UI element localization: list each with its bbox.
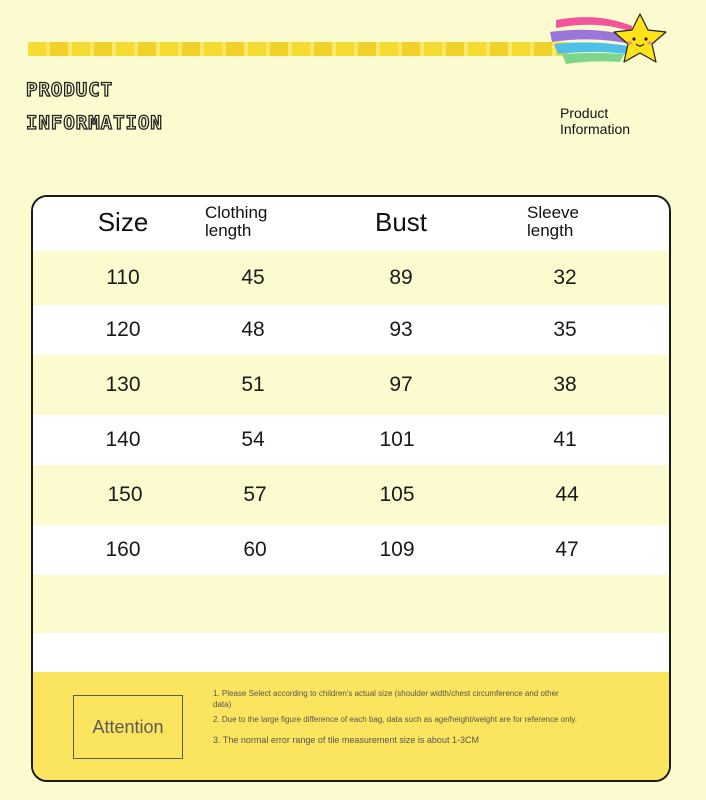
cell-bust: 101 <box>379 428 415 451</box>
cell-clothing-length: 60 <box>243 538 267 561</box>
cell-sleeve-length: 41 <box>553 428 577 451</box>
table-row <box>33 525 669 575</box>
cell-sleeve-length: 44 <box>555 483 579 506</box>
title-line-1: PRODUCT <box>26 79 114 101</box>
table-row <box>33 465 669 525</box>
cell-clothing-length: 51 <box>241 373 265 396</box>
cell-size: 110 <box>106 266 140 289</box>
shooting-star-icon <box>548 8 678 78</box>
cell-sleeve-length: 32 <box>553 266 577 289</box>
cell-bust: 105 <box>379 483 415 506</box>
product-information-title <box>26 74 163 140</box>
cell-bust: 97 <box>389 373 413 396</box>
attention-section <box>33 672 669 780</box>
cell-size: 140 <box>105 428 141 451</box>
side-label-line-1: Product <box>560 105 609 121</box>
side-label-line-2: Information <box>560 121 631 137</box>
cell-clothing-length: 54 <box>241 428 265 451</box>
attention-note-3: 3. The normal error range of tile measurement size is about 1-3CM <box>213 735 479 745</box>
empty-row <box>33 633 669 672</box>
decorative-stripe <box>28 42 568 56</box>
cell-clothing-length: 57 <box>243 483 267 506</box>
cell-clothing-length: 48 <box>241 318 265 341</box>
header-clothing-length: Clothing length <box>205 203 268 240</box>
attention-label: Attention <box>73 695 183 759</box>
header-bust: Bust <box>374 206 428 237</box>
product-information-label <box>560 105 630 137</box>
table-row <box>33 415 669 465</box>
cell-sleeve-length: 47 <box>555 538 579 561</box>
header-sleeve-length: Sleeve length <box>527 203 579 240</box>
header-size: Size <box>97 206 149 237</box>
cell-size: 120 <box>105 318 141 341</box>
cell-bust: 93 <box>389 318 413 341</box>
cell-sleeve-length: 38 <box>553 373 577 396</box>
table-row <box>33 305 669 355</box>
cell-bust: 109 <box>379 538 415 561</box>
table-row <box>33 251 669 305</box>
cell-clothing-length: 45 <box>241 266 265 289</box>
cell-size: 150 <box>107 483 143 506</box>
table-header-row <box>33 197 669 247</box>
title-line-2: INFORMATION <box>26 112 163 134</box>
attention-note-2: 2. Due to the large figure difference of each bag, data such as age/height/weight are for reference only. <box>213 715 577 724</box>
cell-bust: 89 <box>389 266 413 289</box>
empty-row <box>33 575 669 633</box>
cell-size: 160 <box>105 538 141 561</box>
size-table <box>31 195 671 782</box>
table-row <box>33 355 669 415</box>
attention-notes <box>213 688 653 750</box>
cell-size: 130 <box>105 373 141 396</box>
attention-note-1: 1. Please Select according to children's actual size (shoulder width/chest circumference and other data) <box>213 689 559 709</box>
cell-sleeve-length: 35 <box>553 318 577 341</box>
